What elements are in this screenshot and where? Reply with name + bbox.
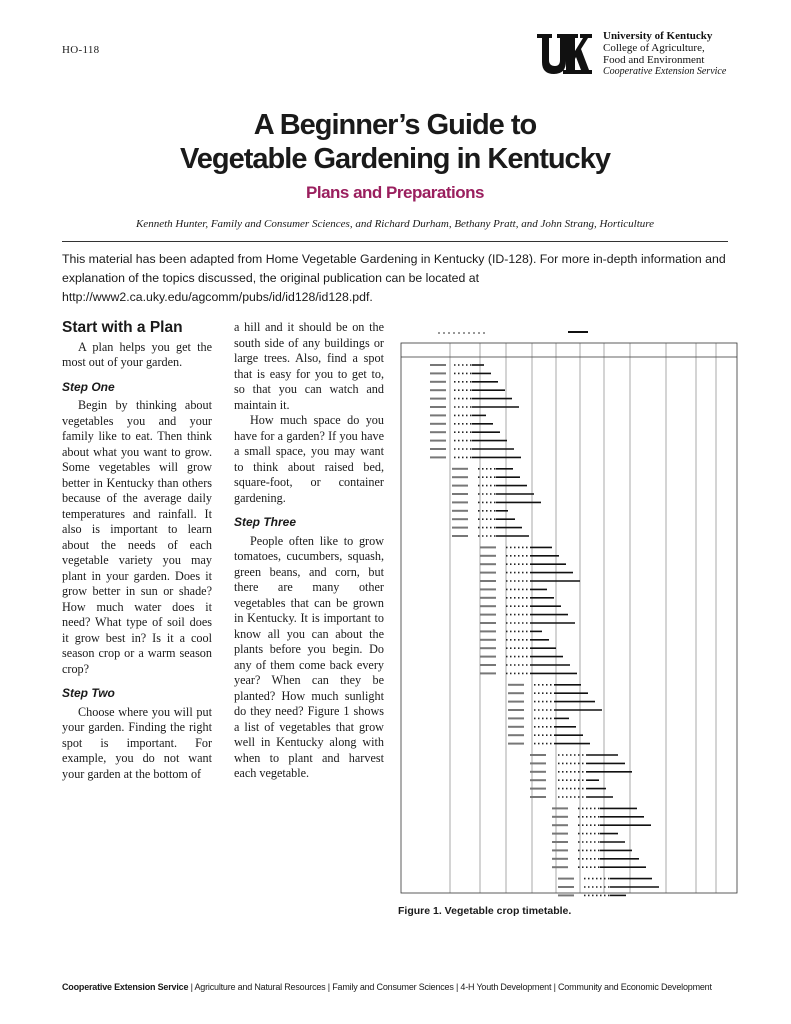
step-three-heading: Step Three [234,515,297,529]
footer-org: Cooperative Extension Service [62,982,189,992]
step-three-text: People often like to grow tomatoes, cucumbers, squash, green beans, and corn, but there are many other vegetables that can be grown in Kentucky. It is important to know all you can about the plants before you begin. Do any of them come back every year? When can they be planted? How much sunlight do they need? Figure 1 shows a list of vegetables that grow well in Kentucky along with when to plant and harvest each vegetable. [234,533,384,780]
header-divider [62,241,728,242]
authors-line: Kenneth Hunter, Family and Consumer Sciences, and Richard Durham, Bethany Pratt, and John Strang, Horticulture [135,218,655,230]
figure-caption: Figure 1. Vegetable crop timetable. [398,905,572,917]
text-column-2 [234,320,384,782]
institution-service: Cooperative Extension Service [603,66,727,77]
step-two-continued: a hill and it should be on the south side of any buildings or large trees. Also, find a spot that is easy for you to get to, so that you can watch and maintain it. [234,320,384,412]
garden-space-text: How much space do you have for a garden? If you have a small space, you may want to think about raised bed, square-foot, or container gardening. [234,413,384,505]
institution-block [603,30,726,78]
title-line-1: A Beginner’s Guide to [253,109,537,141]
institution-name: University of Kentucky [603,30,713,42]
page-title [100,108,690,176]
intro-paragraph: This material has been adapted from Home Vegetable Gardening in Kentucky (ID-128). For more in-depth information and explanation of the topics discussed, the original publication can be located at http://www2.ca.uky.edu/agcomm/pubs/id/id128/id128.pdf. [62,252,726,304]
crop-timetable-figure [398,327,740,897]
footer-programs: | Agriculture and Natural Resources | Family and Consumer Sciences | 4-H Youth Development | Community and Economic Development [188,982,712,992]
document-id: HO-118 [62,44,100,56]
step-two-text: Choose where you will put your garden. Finding the right spot is important. For example, you do not want your garden at the bottom of [62,704,212,781]
step-one-text: Begin by thinking about vegetables you and your family like to eat. Then think about what you want to grow. Some vegetables will grow better in Kentucky than others because of the average daily temperatures and rainfall. It also is important to learn about the needs of each vegetable variety you may plant in your garden. Does it grow better in sun or shade? How much water does it need? What type of soil does it grow best in? Is it a cool season crop or a warm season crop? [62,398,212,676]
page-subtitle: Plans and Preparations [306,183,484,202]
step-two-heading: Step Two [62,686,115,700]
timetable-frame [401,343,737,893]
title-line-2: Vegetable Gardening in Kentucky [180,143,610,175]
institution-college: College of Agriculture, [603,42,705,54]
institution-college-cont: Food and Environment [603,54,705,66]
footer [62,982,730,992]
step-one-heading: Step One [62,379,115,394]
intro-text: A plan helps you get the most out of your garden. [62,339,212,369]
uk-logo [536,32,592,76]
text-column-1 [62,320,212,782]
section-heading: Start with a Plan [62,319,183,336]
